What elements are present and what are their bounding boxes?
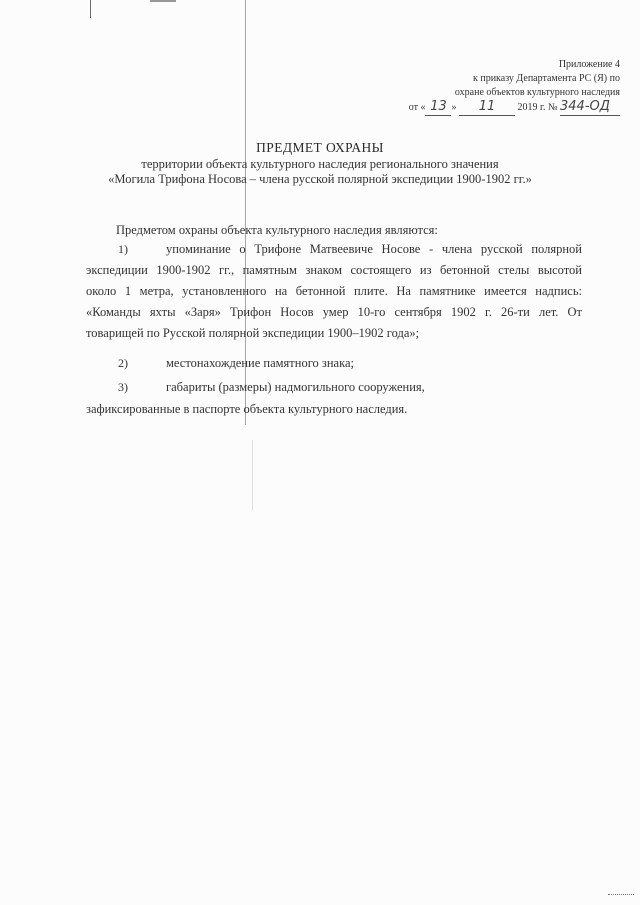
item-1-line-5: товарищей по Русской полярной экспедиции 1900–1902 года»; [86,326,420,340]
subtitle-line-2: «Могила Трифона Носова – члена русской полярной экспедиции 1900-1902 гг.» [108,172,532,186]
appendix-date-line [380,100,620,116]
item-1-line-2: экспедиции 1900-1902 гг., памятным знаком состоящего из бетонной стелы высотой [86,263,582,277]
item-2-text: местонахождение памятного знака; [166,356,354,370]
item-1-number: 1) [118,242,128,256]
item-1-line-3: около 1 метра, установленного на бетонной плите. На памятнике имеется надпись: [86,284,582,298]
document-subtitle [30,157,610,187]
date-mid: » [451,102,457,113]
date-prefix: от « [408,102,426,113]
item-3-text: габариты (размеры) надмогильного сооружения, [166,380,425,394]
item-1-first-line: упоминание о Трифоне Матвеевиче Носове - члена русской полярной [166,242,582,256]
intro-paragraph: Предметом охраны объекта культурного наследия являются: [116,223,438,237]
date-day-field [425,100,451,116]
item-3-number: 3) [118,380,128,394]
scan-dots [608,894,634,895]
appendix-line-3: охране объектов культурного наследия [454,87,620,98]
item-1-line-4: «Команды яхты «Заря» Трифон Носов умер 10-го сентября 1902 г. 26-ти лет. От [86,305,582,319]
closing-line: зафиксированные в паспорте объекта культурного наследия. [86,402,408,416]
date-day: 13 [430,99,447,114]
appendix-block [380,58,620,116]
appendix-line-1: Приложение 4 [558,59,620,70]
item-2-number: 2) [118,356,128,370]
date-month-field [459,100,515,116]
document-title: ПРЕДМЕТ ОХРАНЫ [256,140,384,155]
scan-mark-top [150,0,176,2]
date-month: 11 [478,99,496,114]
scan-fold-line-faint [252,440,253,510]
subtitle-line-1: территории объекта культурного наследия регионального значения [141,157,499,171]
order-number-field [560,100,620,116]
appendix-line-2: к приказу Департамента РС (Я) по [472,73,620,84]
order-number: 344-ОД [560,99,610,114]
scan-mark [90,0,91,18]
date-year: 2019 г. № [517,102,558,113]
